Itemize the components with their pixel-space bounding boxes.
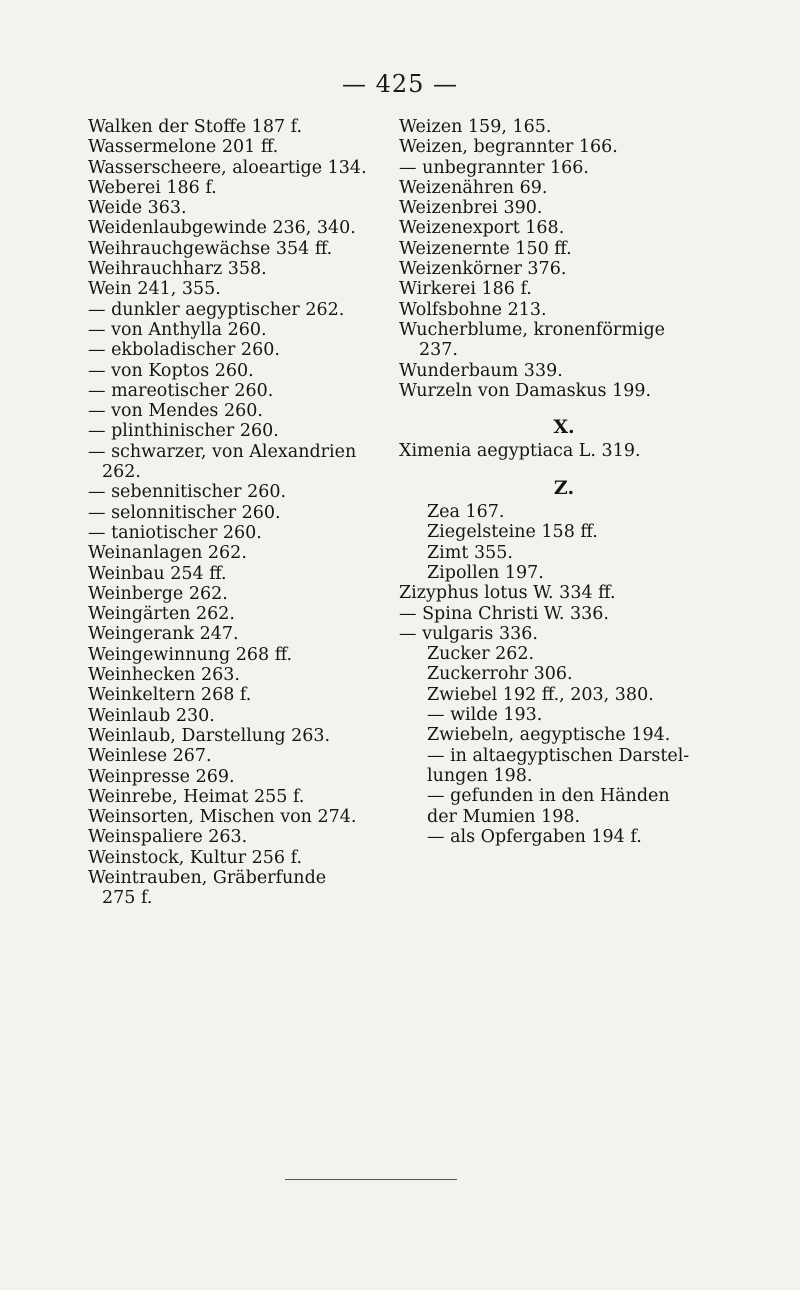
index-group-z	[399, 502, 729, 847]
index-entry: Weizenähren 69.	[399, 177, 548, 198]
index-entry: Weizenbrei 390.	[399, 198, 543, 219]
index-entry: 237.	[419, 340, 458, 361]
index-entry: lungen 198.	[427, 765, 533, 786]
index-entry: Weizenkörner 376.	[399, 259, 567, 280]
index-entry: Weizen, begrannter 166.	[399, 137, 618, 158]
index-entry: Weihrauchgewächse 354 ff.	[88, 238, 333, 259]
index-entry: — taniotischer 260.	[88, 522, 262, 543]
index-entry: Weinlaub, Darstellung 263.	[88, 725, 331, 746]
index-entry: Wurzeln von Damaskus 199.	[399, 380, 652, 401]
index-entry: Weinsorten, Mischen von 274.	[88, 807, 357, 828]
index-entry: Wucherblume, kronenförmige	[399, 319, 666, 340]
index-entry: Weidenlaubgewinde 236, 340.	[88, 218, 356, 239]
index-entry: — wilde 193.	[427, 705, 543, 726]
index-entry: Zizyphus lotus W. 334 ff.	[399, 583, 616, 604]
index-entry: Weinlaub 230.	[88, 705, 215, 726]
index-entry: Weinhecken 263.	[88, 665, 240, 686]
index-entry: Weizenexport 168.	[399, 218, 565, 239]
page-number: — 425 —	[341, 70, 459, 98]
index-entry: Weinstock, Kultur 256 f.	[88, 847, 303, 868]
index-entry: — gefunden in den Händen	[427, 786, 670, 807]
index-entry: — Spina Christi W. 336.	[399, 603, 609, 624]
index-entry: Wirkerei 186 f.	[399, 279, 532, 300]
index-entry: Weinkeltern 268 f.	[88, 685, 252, 706]
index-entry: Weingewinnung 268 ff.	[88, 644, 293, 665]
index-entry: — in altaegyptischen Darstel-	[427, 745, 690, 766]
index-entry: Weingerank 247.	[88, 624, 239, 645]
index-column-right	[399, 117, 729, 847]
index-entry: Weizen 159, 165.	[399, 117, 552, 137]
index-entry: — unbegrannter 166.	[399, 157, 589, 178]
index-entry: Weinlese 267.	[88, 746, 212, 767]
index-entry: — von Koptos 260.	[88, 360, 254, 381]
index-entry: 275 f.	[102, 888, 153, 909]
index-entry: — dunkler aegyptischer 262.	[88, 299, 345, 320]
index-entry: Weingärten 262.	[88, 604, 235, 625]
index-entry: der Mumien 198.	[427, 806, 581, 827]
section-heading-z: Z.	[553, 476, 575, 499]
index-entry: Weide 363.	[88, 198, 187, 219]
index-entry: Weintrauben, Gräberfunde	[88, 867, 327, 888]
index-entry: Weinspaliere 263.	[88, 827, 248, 848]
index-entry: Weinpresse 269.	[88, 766, 235, 787]
section-heading-x: X.	[553, 416, 575, 439]
bottom-rule	[285, 1179, 457, 1180]
index-entry: — schwarzer, von Alexandrien	[88, 441, 357, 462]
index-entry: Wolfsbohne 213.	[399, 299, 547, 320]
index-entry: Zwiebeln, aegyptische 194.	[427, 725, 671, 746]
index-entry: Zucker 262.	[427, 644, 535, 665]
index-entry: Zuckerrohr 306.	[427, 664, 573, 685]
index-column-left	[88, 117, 390, 909]
index-entry: Wunderbaum 339.	[399, 360, 563, 381]
index-entry: Weihrauchharz 358.	[88, 259, 267, 280]
index-entry: Weizenernte 150 ff.	[399, 238, 572, 259]
index-entry: Wein 241, 355.	[88, 279, 221, 300]
index-entry: Weinbau 254 ff.	[88, 563, 227, 584]
index-entry: — plinthinischer 260.	[88, 421, 279, 442]
index-entry: Ziegelsteine 158 ff.	[427, 522, 598, 543]
index-entry: Weinrebe, Heimat 255 f.	[88, 786, 305, 807]
index-entry: — sebennitischer 260.	[88, 482, 287, 503]
index-entry: Zea 167.	[427, 502, 505, 523]
index-entry: 262.	[102, 462, 141, 483]
index-entry: Weberei 186 f.	[88, 177, 217, 198]
index-entry: Weinberge 262.	[88, 583, 228, 604]
index-entry: — selonnitischer 260.	[88, 502, 281, 523]
index-entry: Weinanlagen 262.	[88, 543, 247, 564]
index-entry: Wasserscheere, aloeartige 134.	[88, 157, 367, 178]
index-entry: Zwiebel 192 ff., 203, 380.	[427, 684, 654, 705]
index-group-w	[399, 117, 729, 401]
index-entry: — von Anthylla 260.	[88, 319, 267, 340]
index-group-x	[399, 441, 729, 461]
index-entry: — ekboladischer 260.	[88, 340, 280, 361]
index-entry: Zimt 355.	[427, 542, 513, 563]
index-entry: — mareotischer 260.	[88, 380, 274, 401]
index-entry: — als Opfergaben 194 f.	[427, 826, 642, 847]
index-entry: Wassermelone 201 ff.	[88, 137, 279, 158]
index-entry: Ximenia aegyptiaca L. 319.	[399, 441, 641, 462]
index-entry: Walken der Stoffe 187 f.	[88, 117, 303, 137]
index-entry: — vulgaris 336.	[399, 623, 538, 644]
index-entry: — von Mendes 260.	[88, 401, 263, 422]
index-entry: Zipollen 197.	[427, 562, 544, 583]
